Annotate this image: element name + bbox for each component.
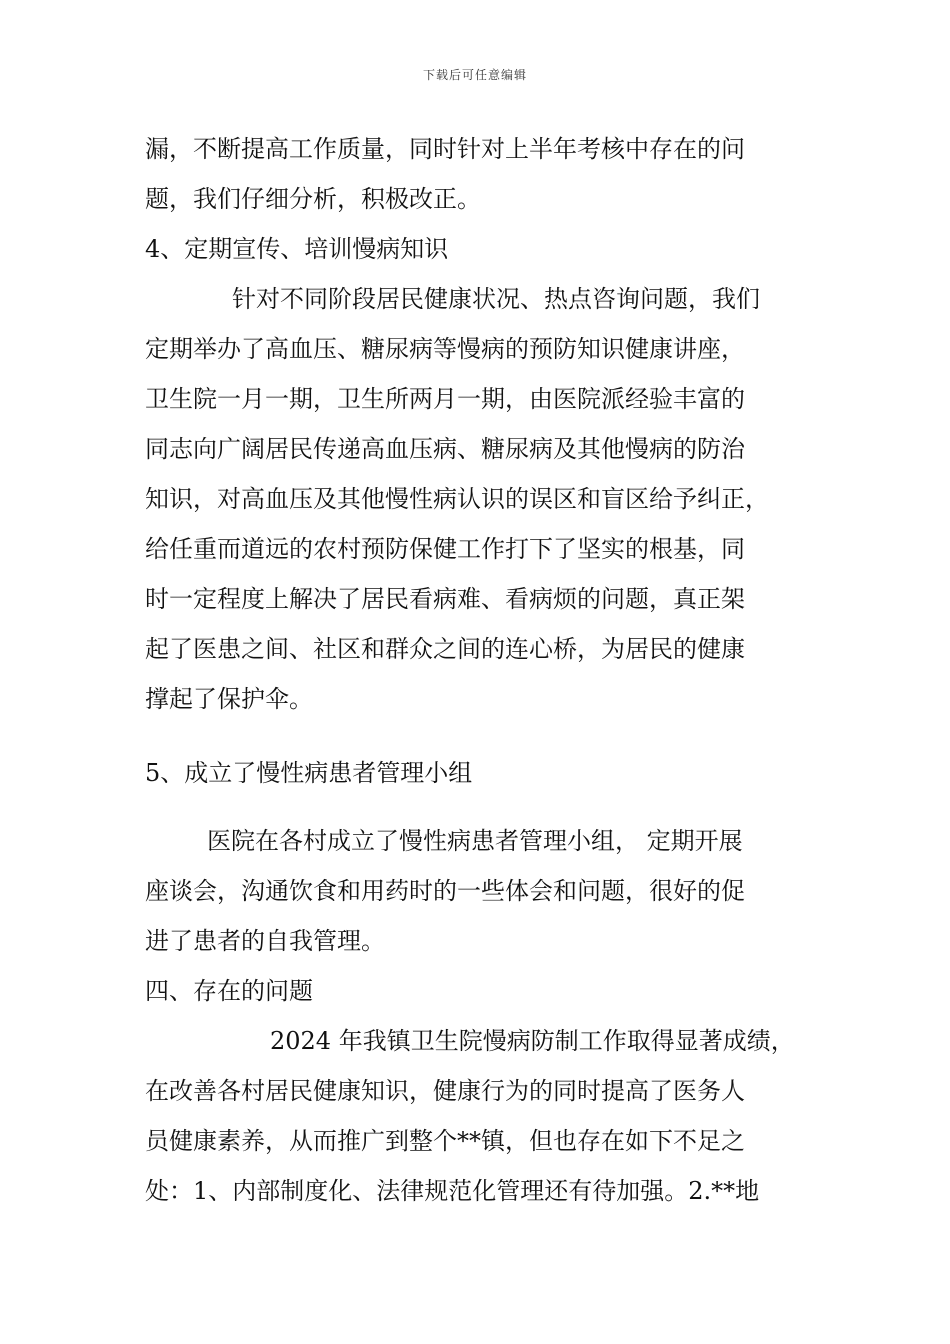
paragraph-line: 起了医患之间、社区和群众之间的连心桥，为居民的健康 <box>145 635 745 663</box>
paragraph-line: 时一定程度上解决了居民看病难、看病烦的问题，真正架 <box>145 585 745 613</box>
paragraph-line: 知识，对高血压及其他慢性病认识的误区和盲区给予纠正， <box>145 485 769 513</box>
paragraph-line: 员健康素养，从而推广到整个**镇，但也存在如下不足之 <box>145 1127 745 1155</box>
paragraph-line: 进了患者的自我管理。 <box>145 927 385 955</box>
paragraph-line: 同志向广阔居民传递高血压病、糖尿病及其他慢病的防治 <box>145 435 745 463</box>
section-heading: 四、存在的问题 <box>145 977 313 1005</box>
paragraph-line: 卫生院一月一期，卫生所两月一期，由医院派经验丰富的 <box>145 385 745 413</box>
paragraph-line: 撑起了保护伞。 <box>145 685 313 713</box>
paragraph-line: 漏，不断提高工作质量，同时针对上半年考核中存在的问 <box>145 135 745 163</box>
page-header: 下载后可任意编辑 <box>422 68 527 82</box>
paragraph-line: 座谈会，沟通饮食和用药时的一些体会和问题，很好的促 <box>145 877 745 905</box>
section-heading: 5、成立了慢性病患者管理小组 <box>145 759 473 787</box>
paragraph-line: 2024 年我镇卫生院慢病防制工作取得显著成绩， <box>270 1027 795 1055</box>
paragraph-line: 针对不同阶段居民健康状况、热点咨询问题，我们 <box>232 285 760 313</box>
paragraph-line: 题，我们仔细分析，积极改正。 <box>145 185 481 213</box>
paragraph-line: 在改善各村居民健康知识，健康行为的同时提高了医务人 <box>145 1077 745 1105</box>
paragraph-line: 医院在各村成立了慢性病患者管理小组， 定期开展 <box>207 827 743 855</box>
paragraph-line: 处：1、内部制度化、法律规范化管理还有待加强。2.**地 <box>145 1177 760 1205</box>
paragraph-line: 给任重而道远的农村预防保健工作打下了坚实的根基，同 <box>145 535 745 563</box>
section-heading: 4、定期宣传、培训慢病知识 <box>145 235 449 263</box>
paragraph-line: 定期举办了高血压、糖尿病等慢病的预防知识健康讲座， <box>145 335 745 363</box>
